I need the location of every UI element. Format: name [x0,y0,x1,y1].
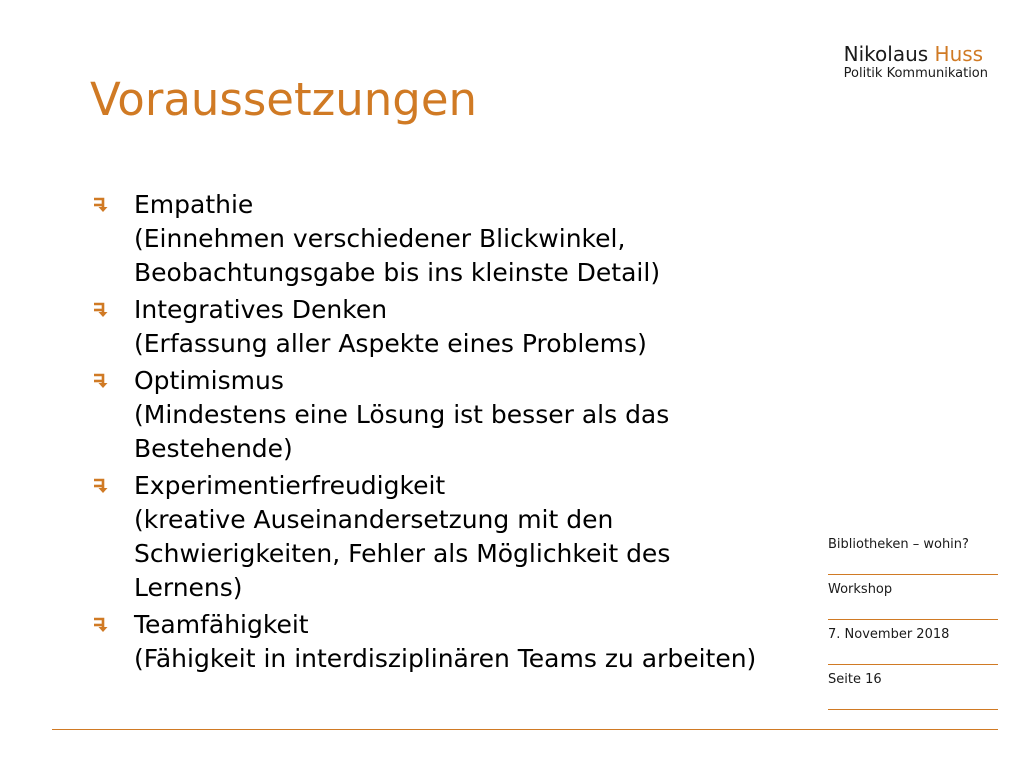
info-page-number: Seite 16 [828,665,998,710]
bullet-text [134,188,772,290]
slide-title: Voraussetzungen [90,73,478,126]
bullet-text [134,293,647,361]
arrow-down-right-icon [92,608,134,634]
brand-subtitle: Politik Kommunikation [843,66,988,81]
bullet-heading: Integratives Denken [134,295,388,324]
bullet-heading: Empathie [134,190,254,219]
bullet-item [92,469,772,605]
bullet-item [92,293,772,361]
bullet-item [92,364,772,466]
arrow-down-right-icon [92,469,134,495]
brand-first-name: Nikolaus [843,42,929,66]
bullet-heading: Experimentierfreudigkeit [134,471,446,500]
bullet-item [92,608,772,676]
brand-name [844,42,988,66]
bullet-detail: (Erfassung aller Aspekte eines Problems) [134,329,647,358]
bullet-list [92,188,772,679]
brand-last-name: Huss [934,42,984,66]
bullet-text [134,364,772,466]
footer-divider [52,729,998,730]
bullet-text [134,469,772,605]
info-format: Workshop [828,575,998,620]
arrow-down-right-icon [92,293,134,319]
bullet-detail: (Fähigkeit in interdisziplinären Teams zu arbeiten) [134,644,757,673]
arrow-down-right-icon [92,188,134,214]
info-panel [828,530,998,710]
bullet-detail: (Einnehmen verschiedener Blickwinkel, Beobachtungsgabe bis ins kleinste Detail) [134,224,661,287]
bullet-heading: Teamfähigkeit [134,610,309,639]
bullet-text [134,608,756,676]
brand-block [844,42,988,82]
bullet-detail: (kreative Auseinandersetzung mit den Schwierigkeiten, Fehler als Möglichkeit des Lernens) [134,505,671,602]
info-date: 7. November 2018 [828,620,998,665]
arrow-down-right-icon [92,364,134,390]
bullet-detail: (Mindestens eine Lösung ist besser als das Bestehende) [134,400,670,463]
bullet-item [92,188,772,290]
info-topic: Bibliotheken – wohin? [828,530,998,575]
bullet-heading: Optimismus [134,366,284,395]
